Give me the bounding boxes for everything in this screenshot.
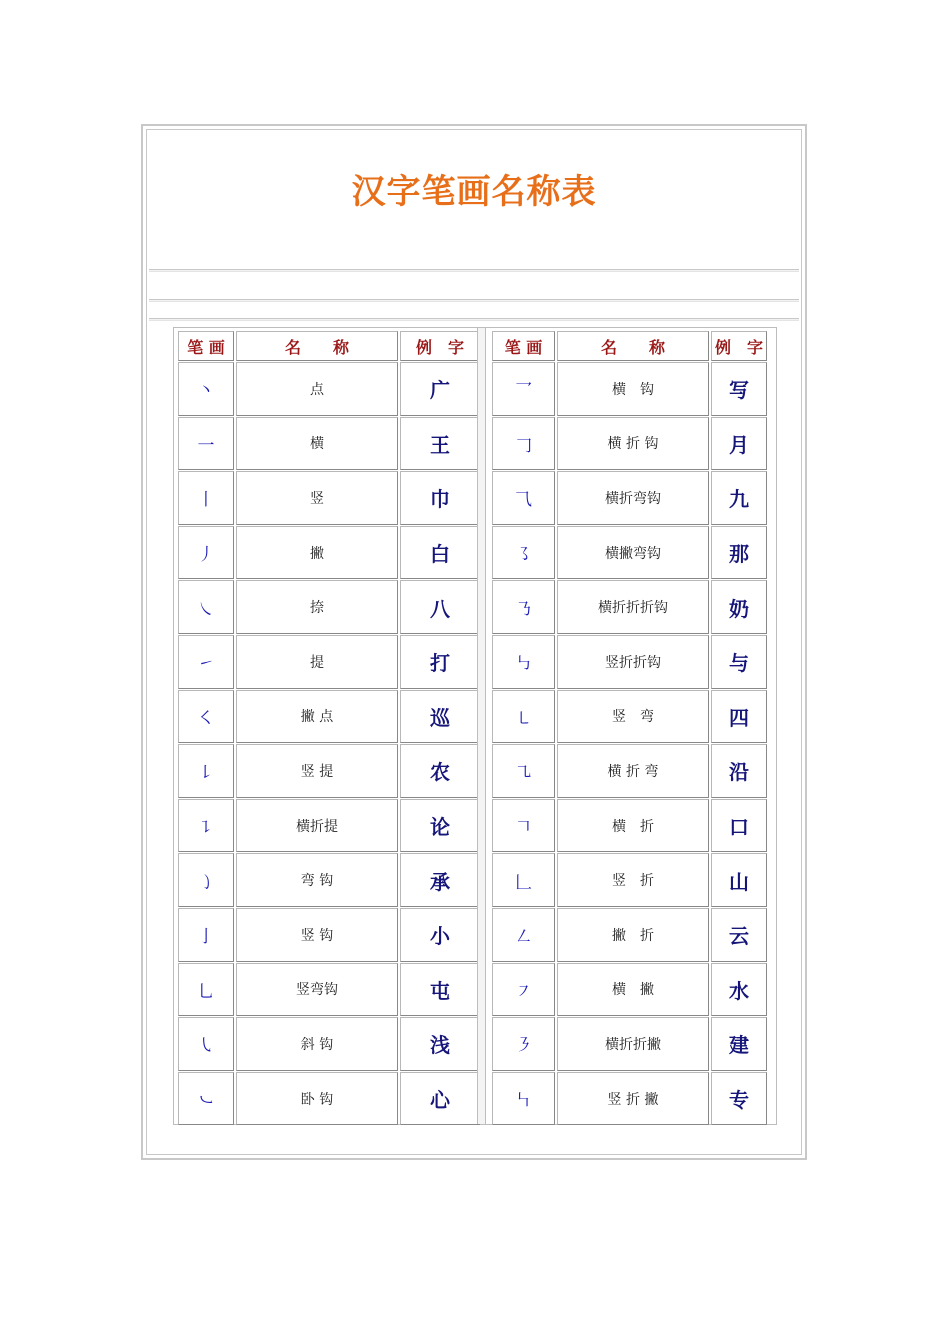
stroke-glyph: ㇃ (178, 1072, 234, 1126)
example-char: 建 (711, 1017, 767, 1071)
table-separator (477, 328, 486, 1124)
example-char: 云 (711, 908, 767, 962)
example-char: 与 (711, 635, 767, 689)
example-char: 月 (711, 417, 767, 471)
example-char: 沿 (711, 744, 767, 798)
example-char: 水 (711, 963, 767, 1017)
example-char: 心 (400, 1072, 480, 1126)
stroke-glyph: ㇊ (178, 799, 234, 853)
stroke-name: 竖 提 (236, 744, 398, 798)
stroke-glyph: ㇄ (492, 690, 555, 744)
example-char: 巾 (400, 471, 480, 525)
stroke-glyph: ㇈ (492, 744, 555, 798)
example-char: 奶 (711, 580, 767, 634)
example-char: 白 (400, 526, 480, 580)
stroke-glyph: ㇛ (178, 690, 234, 744)
stroke-glyph: 丶 (178, 362, 234, 416)
stroke-name: 斜 钩 (236, 1017, 398, 1071)
stroke-name: 竖弯钩 (236, 963, 398, 1017)
stroke-glyph: ㇞ (492, 1072, 555, 1126)
stroke-table (173, 327, 777, 1125)
stroke-name: 竖 (236, 471, 398, 525)
stroke-table-right (490, 328, 791, 1124)
stroke-glyph: ㇏ (178, 580, 234, 634)
stroke-glyph: ㇉ (492, 635, 555, 689)
header-stroke: 笔 画 (178, 331, 234, 361)
example-char: 浅 (400, 1017, 480, 1071)
stroke-name: 竖 钩 (236, 908, 398, 962)
page-title: 汉字笔画名称表 (351, 172, 597, 212)
example-char: 那 (711, 526, 767, 580)
stroke-glyph: 一 (178, 417, 234, 471)
stroke-name: 竖 折 撇 (557, 1072, 709, 1126)
stroke-name: 撇 点 (236, 690, 398, 744)
stroke-glyph: ㇀ (178, 635, 234, 689)
example-char: 小 (400, 908, 480, 962)
stroke-glyph: 𠃍 (492, 799, 555, 853)
stroke-name: 撇 (236, 526, 398, 580)
stroke-glyph: ㇋ (492, 1017, 555, 1071)
header-stroke: 笔 画 (492, 331, 555, 361)
divider (149, 299, 799, 302)
header-example: 例 字 (711, 331, 767, 361)
stroke-glyph: ㇜ (492, 908, 555, 962)
stroke-glyph: 𠃊 (492, 853, 555, 907)
example-char: 四 (711, 690, 767, 744)
stroke-name: 横折折折钩 (557, 580, 709, 634)
stroke-glyph: 丿 (178, 526, 234, 580)
stroke-name: 点 (236, 362, 398, 416)
example-char: 农 (400, 744, 480, 798)
example-char: 巡 (400, 690, 480, 744)
stroke-name: 弯 钩 (236, 853, 398, 907)
example-char: 打 (400, 635, 480, 689)
stroke-name: 横 折 钩 (557, 417, 709, 471)
stroke-glyph: ⺄ (492, 471, 555, 525)
example-char: 口 (711, 799, 767, 853)
stroke-glyph: ㇌ (492, 526, 555, 580)
header-name: 名 称 (557, 331, 709, 361)
stroke-glyph: 亅 (178, 908, 234, 962)
stroke-name: 横折折撇 (557, 1017, 709, 1071)
example-char: 屯 (400, 963, 480, 1017)
divider (149, 318, 799, 321)
stroke-name: 捺 (236, 580, 398, 634)
example-char: 八 (400, 580, 480, 634)
stroke-table-left (176, 328, 477, 1124)
example-char: 承 (400, 853, 480, 907)
header-example: 例 字 (400, 331, 480, 361)
stroke-glyph: ㇁ (178, 853, 234, 907)
stroke-name: 竖折折钩 (557, 635, 709, 689)
example-char: 论 (400, 799, 480, 853)
stroke-name: 竖 弯 (557, 690, 709, 744)
stroke-name: 横 (236, 417, 398, 471)
stroke-name: 横 折 弯 (557, 744, 709, 798)
example-char: 九 (711, 471, 767, 525)
stroke-name: 横 钩 (557, 362, 709, 416)
header-name: 名 称 (236, 331, 398, 361)
stroke-glyph: ㇡ (492, 580, 555, 634)
stroke-glyph: ㇂ (178, 1017, 234, 1071)
stroke-glyph: 乛 (492, 362, 555, 416)
example-char: 王 (400, 417, 480, 471)
example-char: 山 (711, 853, 767, 907)
stroke-glyph: ㇇ (492, 963, 555, 1017)
stroke-name: 横撇弯钩 (557, 526, 709, 580)
stroke-name: 竖 折 (557, 853, 709, 907)
stroke-glyph: ㇙ (178, 744, 234, 798)
stroke-name: 横 折 (557, 799, 709, 853)
stroke-name: 横折提 (236, 799, 398, 853)
stroke-name: 横 撇 (557, 963, 709, 1017)
example-char: 广 (400, 362, 480, 416)
divider (149, 269, 799, 272)
stroke-name: 横折弯钩 (557, 471, 709, 525)
stroke-name: 卧 钩 (236, 1072, 398, 1126)
stroke-name: 撇 折 (557, 908, 709, 962)
example-char: 写 (711, 362, 767, 416)
stroke-glyph: 丨 (178, 471, 234, 525)
stroke-glyph: 乚 (178, 963, 234, 1017)
stroke-glyph: 𠃌 (492, 417, 555, 471)
example-char: 专 (711, 1072, 767, 1126)
stroke-name: 提 (236, 635, 398, 689)
